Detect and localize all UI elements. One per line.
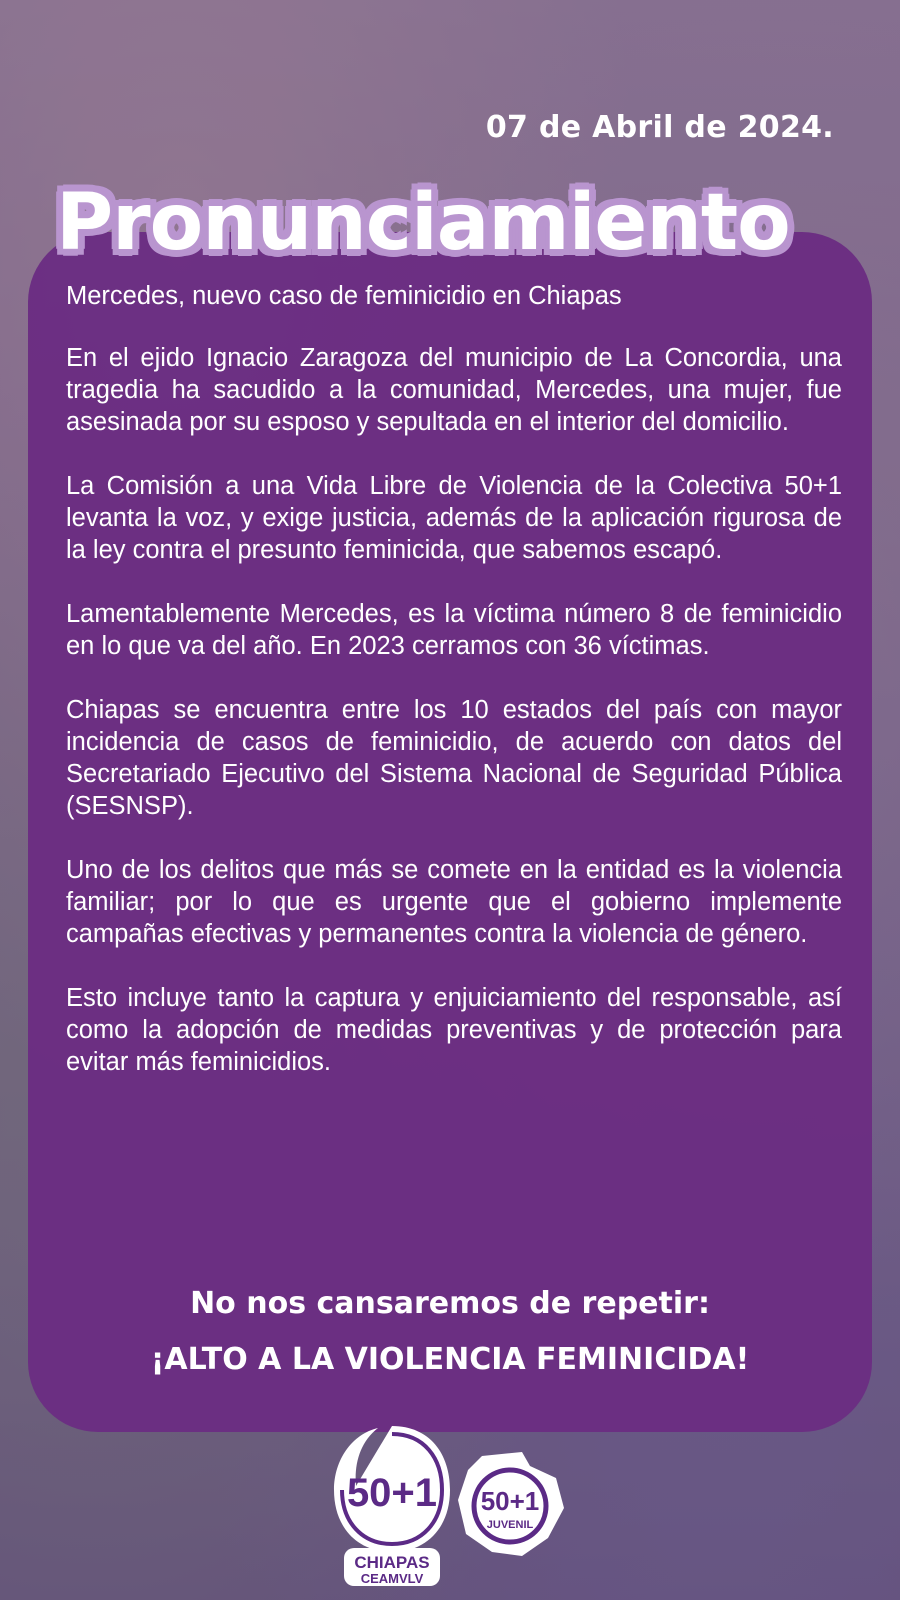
logo-main-line1: CHIAPAS — [354, 1553, 430, 1572]
paragraph-5: Uno de los delitos que más se comete en la entidad es la violencia familiar; por lo que es urgente que el gobierno implemente campañas efectivas y permanentes contra la violencia de género. — [66, 856, 842, 948]
closing-line-1: No nos cansaremos de repetir: — [190, 1286, 710, 1321]
page-title: Pronunciamiento — [56, 178, 790, 268]
logo-juvenil-label: JUVENIL — [486, 1519, 534, 1531]
closing-line-2: ¡ALTO A LA VIOLENCIA FEMINICIDA! — [150, 1342, 750, 1377]
logo-juvenil-number: 50+1 — [480, 1486, 540, 1516]
paragraph-2: La Comisión a una Vida Libre de Violencia de la Colectiva 50+1 levanta la voz, y exige justicia, además de la aplicación rigurosa de la ley contra el presunto feminicida, que sabemos escapó. — [66, 472, 842, 564]
logo-main-line2: CEAMVLV — [360, 1571, 424, 1586]
date-label: 07 de Abril de 2024. — [485, 110, 834, 145]
paragraph-4: Chiapas se encuentra entre los 10 estados del país con mayor incidencia de casos de feminicidio, de acuerdo con datos del Secretariado Ejecutivo del Sistema Nacional de Seguridad Pública (SESNSP). — [66, 696, 842, 820]
statement-body — [66, 280, 842, 1110]
paragraph-3: Lamentablemente Mercedes, es la víctima número 8 de feminicidio en lo que va del año. En 2023 cerramos con 36 víctimas. — [66, 600, 842, 660]
colectiva-juvenil-logo — [452, 1448, 568, 1560]
logo-main-number: 50+1 — [346, 1471, 438, 1515]
paragraph-1: En el ejido Ignacio Zaragoza del municipio de La Concordia, una tragedia ha sacudido a la comunidad, Mercedes, una mujer, fue asesinada por su esposo y sepultada en el interior del domicilio. — [66, 344, 842, 436]
statement-subtitle: Mercedes, nuevo caso de feminicidio en Chiapas — [66, 282, 622, 310]
paragraph-6: Esto incluye tanto la captura y enjuiciamiento del responsable, así como la adopción de medidas preventivas y de protección para evitar más feminicidios. — [66, 984, 842, 1076]
colectiva-chiapas-logo — [330, 1420, 454, 1588]
